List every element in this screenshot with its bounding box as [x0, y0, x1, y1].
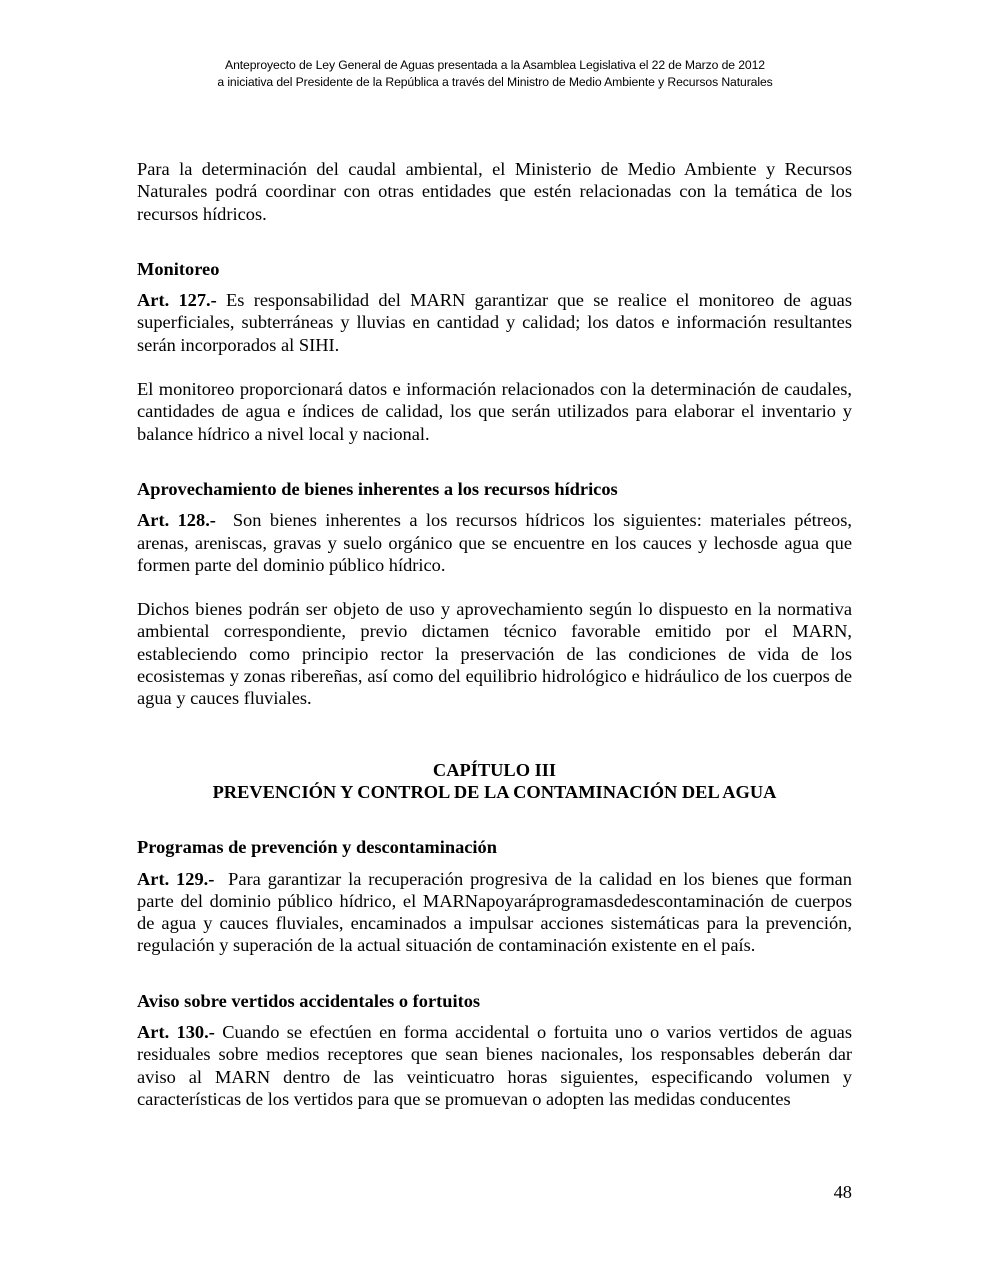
- intro-paragraph: Para la determinación del caudal ambiental, el Ministerio de Medio Ambiente y Recursos Naturales podrá coordinar con otras entidades que estén relacionadas con la temática de los recursos hídricos.: [137, 159, 852, 224]
- document-body: [137, 158, 852, 1110]
- article-128-text: Son bienes inherentes a los recursos hídricos los siguientes: materiales pétreos, arenas, areniscas, gravas y suelo orgánico que se encuentre en los cauces y lechosde agua que formen parte del dominio público hídrico.: [137, 510, 852, 575]
- header-line-2: a iniciativa del Presidente de la República a través del Ministro de Medio Ambiente y Recursos Naturales: [217, 75, 773, 89]
- article-130-label: Art. 130.-: [137, 1022, 215, 1043]
- aprovechamiento-paragraph-2: Dichos bienes podrán ser objeto de uso y aprovechamiento según lo dispuesto en la normativa ambiental correspondiente, previo dictamen técnico favorable emitido por el MARN, estableciendo como principio rector la preservación de las condiciones de vida de los ecosistemas y zonas ribereñas, así como del equilibrio hidrológico e hidráulico de los cuerpos de agua y cauces fluviales.: [137, 599, 852, 709]
- chapter-title: PREVENCIÓN Y CONTROL DE LA CONTAMINACIÓN DEL AGUA: [212, 781, 777, 802]
- page-header: [0, 57, 990, 91]
- article-127-label: Art. 127.-: [137, 290, 217, 311]
- article-128-label: Art. 128.-: [137, 510, 216, 531]
- article-127-text: Es responsabilidad del MARN garantizar que se realice el monitoreo de aguas superficiales, subterráneas y lluvias en cantidad y calidad; los datos e información resultantes serán incorporados al SIHI.: [137, 290, 852, 355]
- monitoreo-paragraph-2: El monitoreo proporcionará datos e información relacionados con la determinación de caudales, cantidades de agua e índices de calidad, los que serán utilizados para elaborar el inventario y balance hídrico a nivel local y nacional.: [137, 379, 852, 444]
- chapter-number: CAPÍTULO III: [432, 759, 557, 780]
- page-number: 48: [833, 1182, 852, 1202]
- article-128: [137, 509, 852, 576]
- article-130-text: Cuando se efectúen en forma accidental o fortuita uno o varios vertidos de aguas residuales sobre medios receptores que sean bienes nacionales, los responsables deberán dar aviso al MARN dentro de las veinticuatro horas siguientes, especificando volumen y características de los vertidos para que se promuevan o adopten las medidas conducentes: [137, 1022, 852, 1109]
- article-129-text: Para garantizar la recuperación progresiva de la calidad en los bienes que forman parte del dominio público hídrico, el MARNapoyaráprogramasdedescontaminación de cuerpos de agua y cauces fluviales, encaminados a impulsar acciones sistemáticas para la prevención, regulación y superación de la actual situación de contaminación existente en el país.: [137, 868, 852, 956]
- article-130: [137, 1021, 852, 1110]
- article-129: [137, 868, 852, 957]
- article-129-label: Art. 129.-: [137, 868, 215, 889]
- heading-programas: Programas de prevención y descontaminación: [137, 837, 497, 858]
- heading-aviso: Aviso sobre vertidos accidentales o fortuitos: [137, 990, 481, 1011]
- header-line-1: Anteproyecto de Ley General de Aguas presentada a la Asamblea Legislativa el 22 de Marzo de 2012: [225, 58, 765, 72]
- article-127: [137, 289, 852, 356]
- heading-aprovechamiento: Aprovechamiento de bienes inherentes a los recursos hídricos: [137, 478, 618, 499]
- heading-monitoreo: Monitoreo: [137, 258, 220, 279]
